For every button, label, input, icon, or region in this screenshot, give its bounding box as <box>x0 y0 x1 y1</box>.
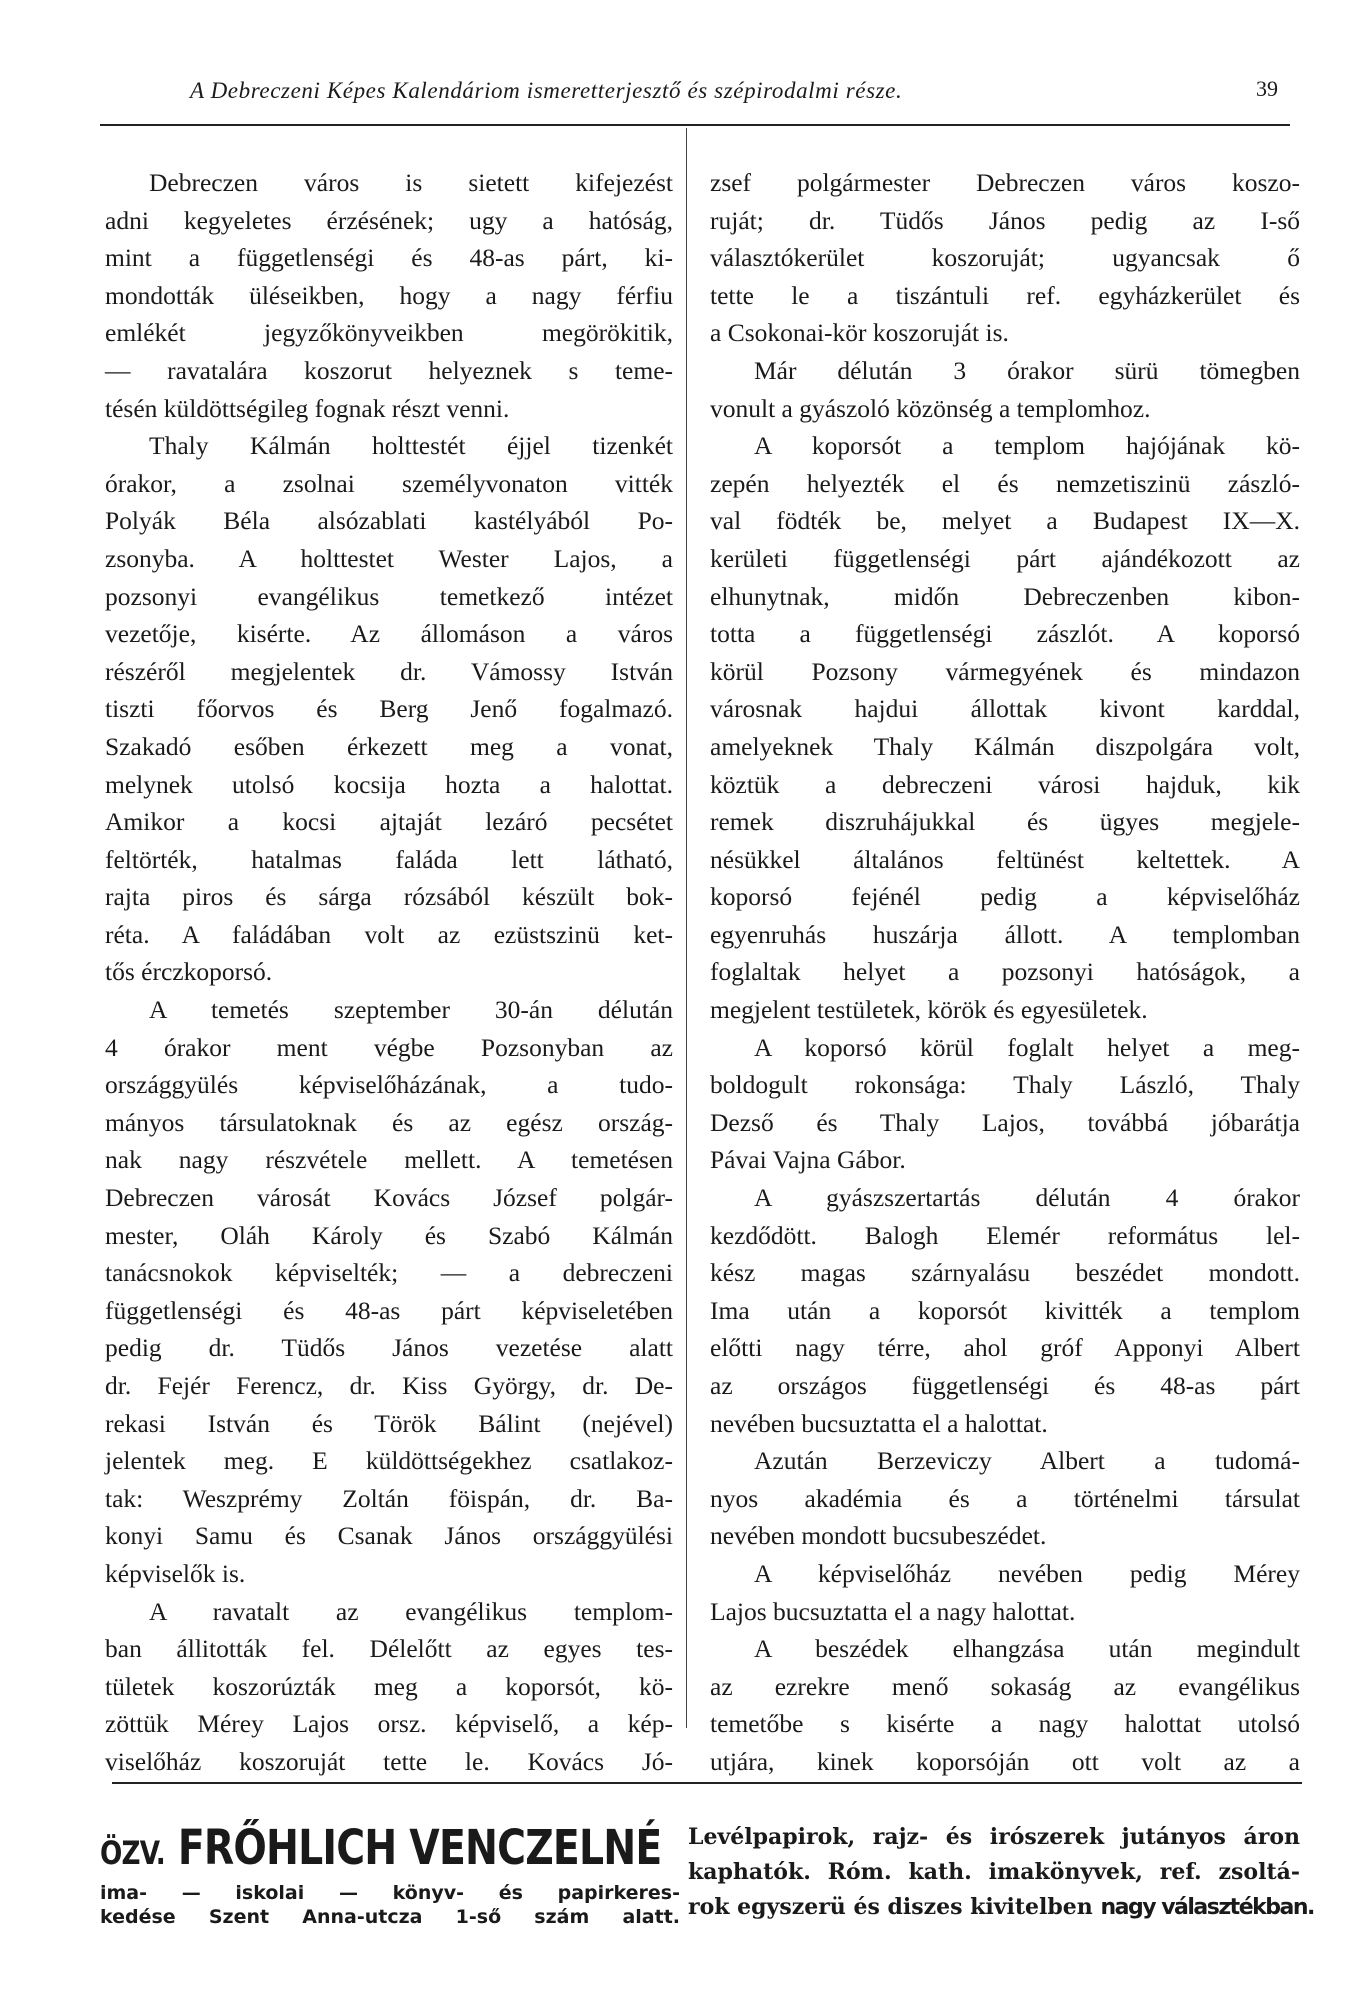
text-line: nevében bucsuztatta el a halottat. <box>710 1408 1048 1438</box>
text-line: órakor, a zsolnai személyvonaton vitték <box>105 468 673 498</box>
text-line: A beszédek elhangzása után megindult <box>754 1634 1300 1664</box>
left-column <box>105 164 673 1781</box>
text-line: jelentek meg. E küldöttségekhez csatlakoz- <box>105 1446 673 1476</box>
running-header <box>100 72 1300 112</box>
text-line: tanácsnokok képviselték; — a debreczeni <box>105 1258 673 1288</box>
text-line: előtti nagy térre, ahol gróf Apponyi Albert <box>710 1333 1300 1363</box>
text-line: zöttük Mérey Lajos orsz. képviselő, a kép- <box>105 1709 673 1739</box>
text-line: tős érczkoporsó. <box>105 957 273 987</box>
text-line: mint a függetlenségi és 48-as párt, ki- <box>105 243 673 273</box>
text-line: kezdődött. Balogh Elemér református lel- <box>710 1220 1300 1250</box>
text-line: pedig dr. Tüdős János vezetése alatt <box>105 1333 673 1363</box>
text-line: melynek utolsó kocsija hozta a halottat. <box>105 769 673 799</box>
text-line: mondották üléseikben, hogy a nagy férfiu <box>105 280 673 310</box>
page-number: 39 <box>1256 76 1278 101</box>
text-line: rekasi István és Török Bálint (nejével) <box>105 1408 673 1438</box>
text-line: kerületi függetlenségi párt ajándékozott az <box>710 543 1300 573</box>
text-line: Thaly Kálmán holttestét éjjel tizenkét <box>149 431 673 461</box>
header-title: A Debreczeni Képes Kalendáriom ismeretterjesztő és szépirodalmi része. <box>190 78 903 103</box>
text-line: vonult a gyászoló közönség a templomhoz. <box>710 393 1151 423</box>
text-line: rajta piros és sárga rózsából készült bok- <box>105 882 673 912</box>
text-line: tésén küldöttségileg fognak részt venni. <box>105 393 510 423</box>
column-divider <box>686 128 687 1728</box>
text-line: emlékét jegyzőkönyveikben megörökitik, <box>105 318 673 348</box>
text-line: köztük a debreczeni városi hajduk, kik <box>710 769 1300 799</box>
ad-text-line: Levélpapirok, rajz- és irószerek jutányos áron <box>688 1824 1300 1850</box>
text-line: Már délután 3 órakor sürü tömegben <box>754 355 1300 385</box>
text-line: dr. Fejér Ferencz, dr. Kiss György, dr. De- <box>105 1371 673 1400</box>
text-line: tette le a tiszántuli ref. egyházkerület és <box>710 280 1300 310</box>
ad-text-fragment: rok egyszerü és diszes kivitelben <box>688 1894 1101 1920</box>
text-line: adni kegyeletes érzésének; ugy a hatóság, <box>105 205 673 235</box>
text-line: Ima után a koporsót kivitték a templom <box>710 1295 1300 1325</box>
text-line: kész magas szárnyalásu beszédet mondott. <box>710 1258 1300 1288</box>
advertisement-left <box>100 1820 680 1929</box>
text-line: az országos függetlenségi és 48-as párt <box>710 1371 1300 1400</box>
text-line: konyi Samu és Csanak János országgyülési <box>105 1521 673 1551</box>
text-line: egyenruhás huszárja állott. A templomban <box>710 919 1300 949</box>
text-line: képviselők is. <box>105 1558 246 1588</box>
text-line: A ravatalt az evangélikus templom- <box>149 1596 673 1626</box>
text-line: körül Pozsony vármegyének és mindazon <box>710 656 1300 686</box>
text-line: függetlenségi és 48-as párt képviseletében <box>105 1295 673 1325</box>
text-line: Azután Berzeviczy Albert a tudomá- <box>754 1446 1300 1476</box>
text-line: remek diszruhájukkal és ügyes megjele- <box>710 807 1300 837</box>
text-line: ban állitották fel. Délelőtt az egyes tes- <box>105 1634 673 1664</box>
advertiser-name <box>100 1820 662 1881</box>
text-line: választókerület koszoruját; ugyancsak ő <box>710 243 1300 273</box>
text-line: Debreczen város is sietett kifejezést <box>149 168 673 197</box>
advertiser-description-line: ima- — iskolai — könyv- és papirkeres- <box>100 1882 680 1904</box>
advertisement-right <box>688 1820 1314 1925</box>
text-line: 4 órakor ment végbe Pozsonyban az <box>105 1032 673 1062</box>
text-line: — ravatalára koszorut helyeznek s teme- <box>105 355 673 385</box>
text-line: A koporsót a templom hajójának kö- <box>754 431 1300 461</box>
text-line: Debreczen városát Kovács József polgár- <box>105 1183 673 1213</box>
text-line: zepén helyezték el és nemzetiszinü zászló- <box>710 468 1300 498</box>
text-line: elhunytnak, midőn Debreczenben kibon- <box>710 581 1300 611</box>
text-line: boldogult rokonsága: Thaly László, Thaly <box>710 1070 1300 1100</box>
text-line: tiszti főorvos és Berg Jenő fogalmazó. <box>105 694 673 724</box>
text-line: részéről megjelentek dr. Vámossy István <box>105 656 673 686</box>
text-line: nésükkel általános feltünést keltettek. A <box>710 844 1300 874</box>
text-line: Amikor a kocsi ajtaját lezáró pecsétet <box>105 807 673 837</box>
text-line: Polyák Béla alsózablati kastélyából Po- <box>105 506 673 536</box>
text-line: a Csokonai-kör koszoruját is. <box>710 318 1009 348</box>
text-line: A temetés szeptember 30-án délután <box>149 995 673 1025</box>
ad-text-emphasis: nagy választékban. <box>1100 1895 1314 1920</box>
ad-text-line <box>688 1890 1314 1925</box>
right-column <box>710 164 1300 1781</box>
text-line: val födték be, melyet a Budapest IX—X. <box>710 506 1300 536</box>
text-line: tak: Weszprémy Zoltán föispán, dr. Ba- <box>105 1483 673 1513</box>
advertiser-name-prefix: ÖZV. <box>100 1834 165 1872</box>
text-line: koporsó fejénél pedig a képviselőház <box>710 882 1300 912</box>
text-line: vezetője, kisérte. Az állomáson a város <box>105 619 673 649</box>
text-line: tületek koszorúzták meg a koporsót, kö- <box>105 1671 673 1701</box>
text-line: mester, Oláh Károly és Szabó Kálmán <box>105 1220 673 1250</box>
advertiser-address-line: kedése Szent Anna-utcza 1-ső szám alatt. <box>100 1906 680 1928</box>
text-line: az ezrekre menő sokaság az evangélikus <box>710 1671 1300 1701</box>
text-line: réta. A faládában volt az ezüstszinü ket- <box>105 919 673 949</box>
text-line: városnak hajdui állottak kivont karddal, <box>710 694 1300 724</box>
ad-text-line: kaphatók. Róm. kath. imakönyvek, ref. zsoltá- <box>688 1859 1300 1885</box>
text-line: viselőház koszoruját tette le. Kovács Jó- <box>105 1746 673 1776</box>
text-line: totta a függetlenségi zászlót. A koporsó <box>710 619 1300 649</box>
text-line: megjelent testületek, körök és egyesületek. <box>710 995 1148 1025</box>
text-line: A gyászszertartás délután 4 órakor <box>754 1183 1300 1213</box>
text-line: temetőbe s kisérte a nagy halottat utolsó <box>710 1709 1300 1739</box>
text-line: Dezső és Thaly Lajos, továbbá jóbarátja <box>710 1107 1300 1137</box>
footer-rule <box>112 1782 1302 1784</box>
text-line: A koporsó körül foglalt helyet a meg- <box>754 1032 1300 1062</box>
text-line: Lajos bucsuztatta el a nagy halottat. <box>710 1596 1076 1626</box>
text-line: ruját; dr. Tüdős János pedig az I-ső <box>710 205 1300 235</box>
text-line: mányos társulatoknak és az egész ország- <box>105 1107 673 1137</box>
text-line: nevében mondott bucsubeszédet. <box>710 1521 1047 1551</box>
text-line: amelyeknek Thaly Kálmán diszpolgára volt, <box>710 731 1300 761</box>
text-line: nak nagy részvétele mellett. A temetésen <box>105 1145 673 1175</box>
text-line: Szakadó esőben érkezett meg a vonat, <box>105 731 673 761</box>
advertiser-name-main: FRŐHLICH VENCZELNÉ <box>177 1820 662 1876</box>
text-line: foglaltak helyet a pozsonyi hatóságok, a <box>710 957 1300 987</box>
text-line: pozsonyi evangélikus temetkező intézet <box>105 581 673 611</box>
text-line: nyos akadémia és a történelmi társulat <box>710 1483 1300 1513</box>
text-line: zsef polgármester Debreczen város koszo- <box>710 168 1300 197</box>
text-line: Pávai Vajna Gábor. <box>710 1145 906 1175</box>
text-line: A képviselőház nevében pedig Mérey <box>754 1558 1300 1588</box>
header-rule <box>100 124 1290 126</box>
text-line: zsonyba. A holttestet Wester Lajos, a <box>105 543 673 573</box>
text-line: országgyülés képviselőházának, a tudo- <box>105 1070 673 1100</box>
text-line: utjára, kinek koporsóján ott volt az a <box>710 1746 1300 1776</box>
text-line: feltörték, hatalmas faláda lett látható, <box>105 844 673 874</box>
